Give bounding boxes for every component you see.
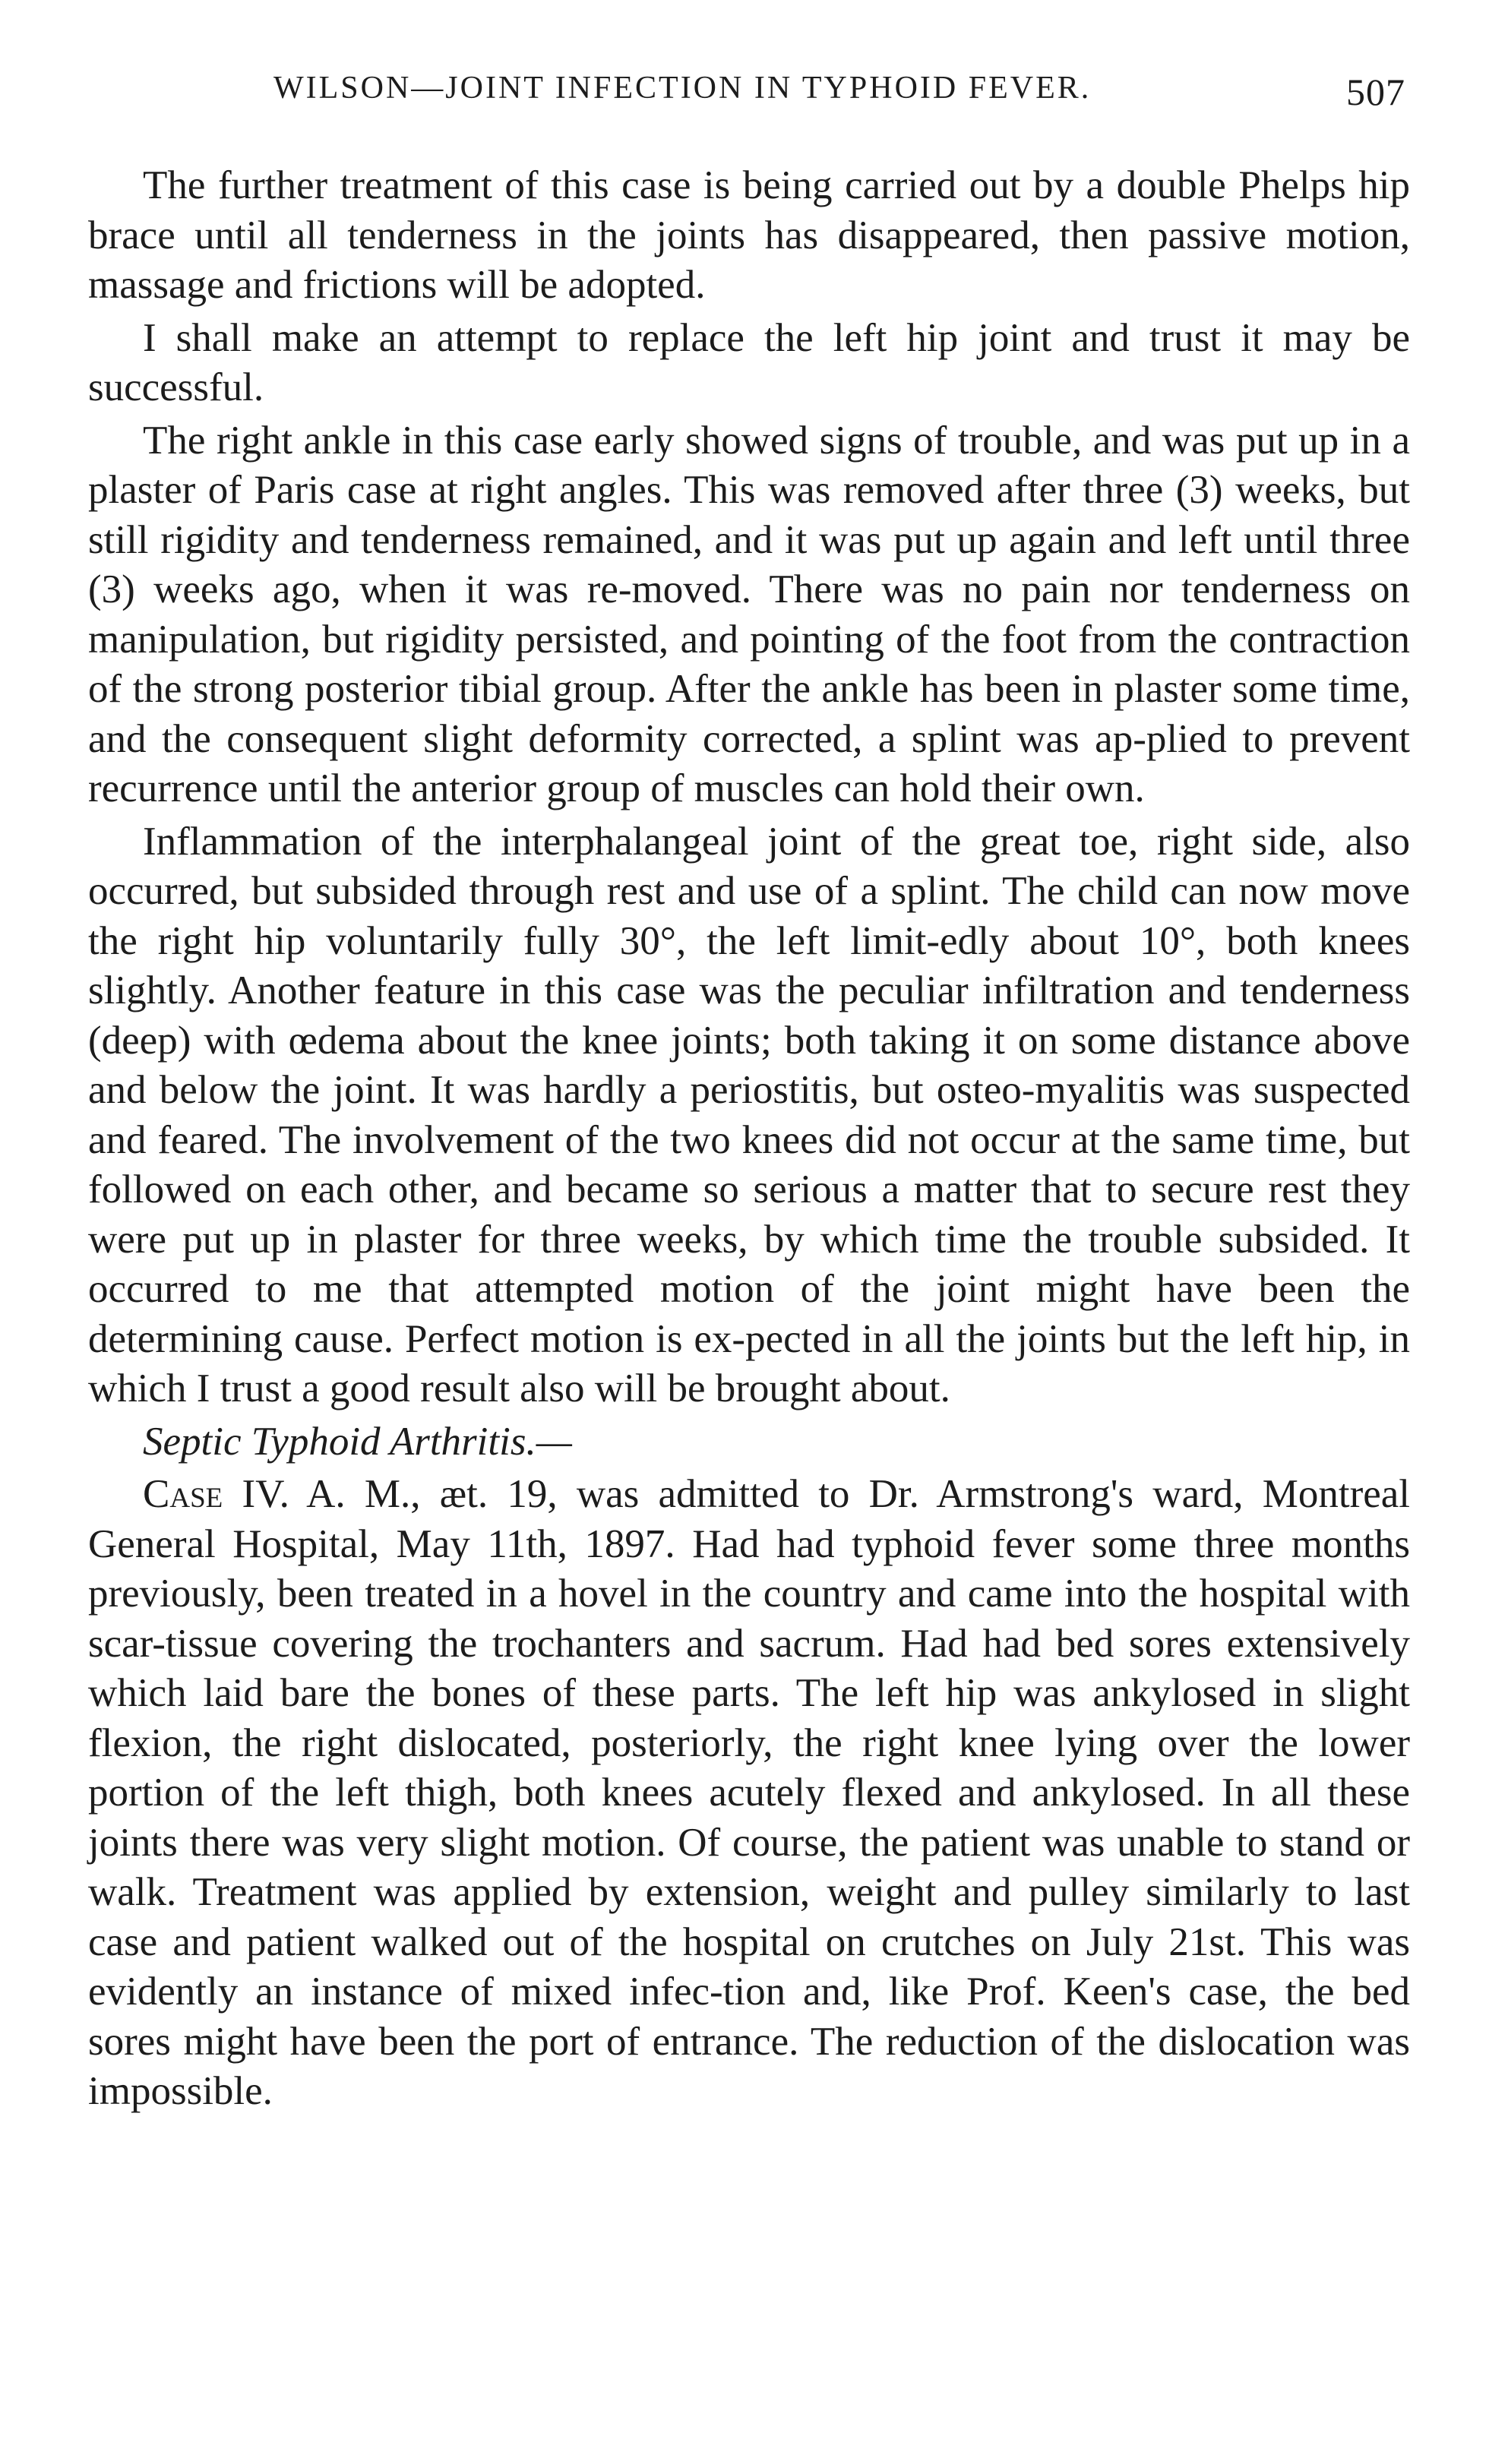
page-number: 507 bbox=[1346, 71, 1405, 113]
case-text: A. M., æt. 19, was admitted to Dr. Armstrong's ward, Montreal General Hospital, May 11th, 1897. Had had typhoid fever some three months previously, been treated in a hovel in the country and came into the hospital with scar-tissue covering the trochanters and sacrum. Had had bed sores extensively which laid bare the bones of these parts. The left hip was ankylosed in slight flexion, the right dislocated, posteriorly, the right knee lying over the lower portion of the left thigh, both knees acutely flexed and ankylosed. In all these joints there was very slight motion. Of course, the patient was unable to stand or walk. Treatment was applied by extension, weight and pulley similarly to last case and patient walked out of the hospital on crutches on July 21st. This was evidently an instance of mixed infec-tion and, like Prof. Keen's case, the bed sores might have been the port of entrance. The reduction of the dislocation was impossible. bbox=[88, 1472, 1410, 2113]
paragraph-interphalangeal-joint: Inflammation of the interphalangeal joint of the great toe, right side, also occurred, but subsided through rest and use of a splint. The child can now move the right hip voluntarily fully 30°, the left limit-edly about 10°, both knees slightly. Another feature in this case was the peculiar infiltration and tenderness (deep) with œdema about the knee joints; both taking it on some distance above and below the joint. It was hardly a periostitis, but osteo-myalitis was suspected and feared. The involvement of the two knees did not occur at the same time, but followed on each other, and became so serious a matter that to secure rest they were put up in plaster for three weeks, by which time the trouble subsided. It occurred to me that attempted motion of the joint might have been the determining cause. Perfect motion is ex-pected in all the joints but the left hip, in which I trust a good result also will be brought about. bbox=[88, 819, 1410, 1410]
running-title: WILSON—JOINT INFECTION IN TYPHOID FEVER. bbox=[273, 71, 1092, 106]
paragraph-case-iv bbox=[88, 1470, 1410, 2117]
section-heading: Septic Typhoid Arthritis.— bbox=[143, 1419, 572, 1464]
paragraph-right-ankle: The right ankle in this case early showed signs of trouble, and was put up in a plaster of Paris case at right angles. This was removed after three (3) weeks, but still rigidity and tenderness remained, and it was put up again and left until three (3) weeks ago, when it was re-moved. There was no pain nor tenderness on manipulation, but rigidity persisted, and pointing of the foot from the contraction of the strong posterior tibial group. After the ankle has been in plaster some time, and the consequent slight deformity corrected, a splint was ap-plied to prevent recurrence until the anterior group of muscles can hold their own. bbox=[88, 418, 1410, 810]
running-header bbox=[273, 70, 1405, 131]
case-label: Case IV. bbox=[143, 1472, 289, 1516]
paragraph-treatment: The further treatment of this case is being carried out by a double Phelps hip brace until all tenderness in the joints has disappeared, then passive motion, massage and frictions will be adopted. bbox=[88, 163, 1410, 307]
article-body bbox=[88, 161, 1410, 2120]
paragraph-hip-joint: I shall make an attempt to replace the left hip joint and trust it may be successful. bbox=[88, 315, 1410, 409]
